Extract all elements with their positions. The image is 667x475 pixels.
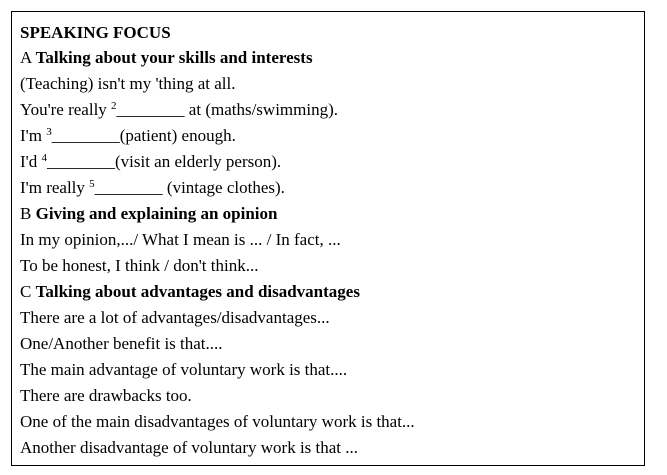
section-c-line-2: One/Another benefit is that.... (20, 334, 223, 353)
section-a-item-2 (20, 97, 644, 123)
section-a-item-4 (20, 149, 644, 175)
item-2-number: 2 (111, 100, 117, 112)
item-4-prefix: I'd (20, 152, 42, 171)
section-c-line-3: The main advantage of voluntary work is that.... (20, 360, 348, 379)
item-2-prefix: You're really (20, 100, 112, 119)
section-a-letter: A (20, 48, 32, 67)
section-a-title: Talking about your skills and interests (35, 48, 313, 67)
section-b-line-2: To be honest, I think / don't think... (20, 256, 259, 275)
section-a-line-1: (Teaching) isn't my 'thing at all. (20, 74, 236, 93)
item-4-blank: ________(visit an elderly person). (46, 152, 282, 171)
section-b-heading (20, 201, 644, 227)
item-2-blank: ________ at (maths/swimming). (116, 100, 339, 119)
section-a-heading (20, 45, 644, 71)
section-c-letter: C (20, 282, 32, 301)
section-b-letter: B (20, 204, 32, 223)
section-c-title: Talking about advantages and disadvantages (35, 282, 360, 301)
item-3-number: 3 (46, 126, 52, 138)
speaking-focus-box (11, 11, 645, 466)
section-c-line-4: There are drawbacks too. (20, 386, 192, 405)
box-title: SPEAKING FOCUS (20, 23, 171, 42)
section-c-heading (20, 279, 644, 305)
section-c-line-1: There are a lot of advantages/disadvantages... (20, 308, 330, 327)
item-5-prefix: I'm really (20, 178, 90, 197)
item-3-prefix: I'm (20, 126, 47, 145)
section-c-line-5: One of the main disadvantages of voluntary work is that... (20, 412, 415, 431)
item-5-number: 5 (89, 178, 95, 190)
item-5-blank: ________ (vintage clothes). (94, 178, 285, 197)
item-3-blank: ________(patient) enough. (51, 126, 236, 145)
section-a-item-3 (20, 123, 644, 149)
item-4-number: 4 (41, 152, 47, 164)
section-a-item-5 (20, 175, 644, 201)
section-c-line-6: Another disadvantage of voluntary work is that ... (20, 438, 359, 457)
section-b-title: Giving and explaining an opinion (35, 204, 278, 223)
section-b-line-1: In my opinion,.../ What I mean is ... / In fact, ... (20, 230, 341, 249)
